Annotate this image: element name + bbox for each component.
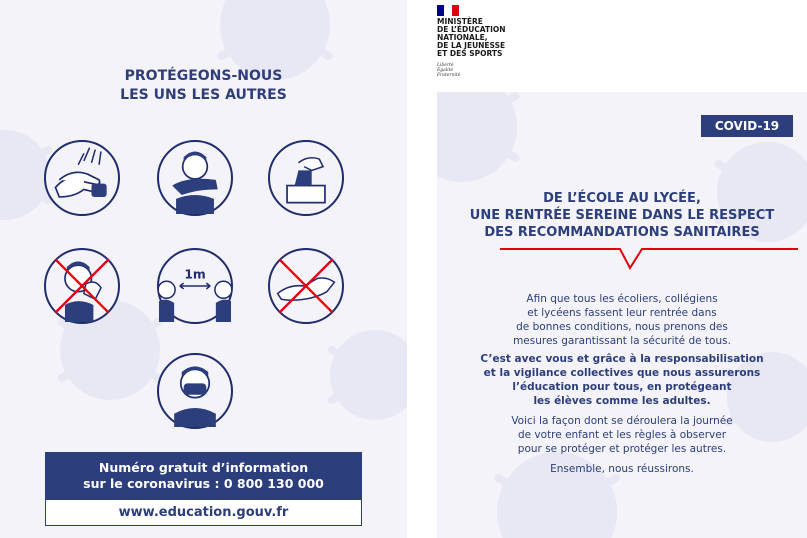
schedule-paragraph [437, 414, 807, 456]
headline-line-2: UNE RENTRÉE SEREINE DANS LE RESPECT [469, 208, 775, 223]
covid-badge: COVID-19 [701, 115, 793, 137]
closing-line: Ensemble, nous réussirons. [550, 463, 694, 475]
distance-label: 1m [184, 267, 206, 282]
paragraph-line: les élèves comme les adultes. [533, 395, 711, 407]
motto-line: Liberté [437, 63, 454, 68]
paragraph-line: et la vigilance collectives que nous assurerons [483, 367, 761, 379]
elbow-sneeze-icon [157, 140, 233, 216]
paragraph-line: mesures garantissant la sécurité de tous. [513, 335, 731, 347]
headline-line-3: DES RECOMMANDATIONS SANITAIRES [484, 225, 760, 240]
virus-decoration [330, 330, 407, 420]
motto-line: Fraternité [437, 73, 461, 78]
republic-motto [437, 63, 460, 78]
info-line-1: Numéro gratuit d’information [98, 459, 309, 475]
info-hotline-box [45, 452, 362, 499]
logo-line: MINISTÈRE [437, 17, 483, 26]
one-meter-distance-icon [157, 248, 233, 324]
logo-line: ET DES SPORTS [437, 49, 503, 58]
paragraph-line: de votre enfant et les règles à observer [517, 429, 727, 441]
logo-line: DE L’ÉDUCATION [437, 25, 506, 34]
republic-flag-icon [437, 5, 459, 16]
face-mask-icon [157, 353, 233, 429]
logo-line: NATIONALE, [437, 33, 488, 42]
logo-line: DE LA JEUNESSE [437, 41, 506, 50]
website-link[interactable]: www.education.gouv.fr [45, 499, 362, 526]
paragraph-line: C’est avec vous et grâce à la responsabilisation [480, 353, 764, 365]
headline-line-1: DE L’ÉCOLE AU LYCÉE, [543, 191, 701, 206]
paragraph-line: l’éducation pour tous, en protégeant [512, 381, 732, 393]
paragraph-line: de bonnes conditions, nous prenons des [516, 321, 728, 333]
poster-title-line-2: LES UNS LES AUTRES [120, 87, 287, 103]
no-face-touch-icon [44, 248, 120, 324]
virus-decoration [437, 92, 517, 182]
poster-title-line-1: PROTÉGEONS-NOUS [124, 68, 283, 84]
intro-paragraph [437, 292, 807, 348]
no-handshake-icon [268, 248, 344, 324]
paragraph-line: Afin que tous les écoliers, collégiens [526, 293, 718, 305]
tissue-box-icon [268, 140, 344, 216]
info-line-2: sur le coronavirus : 0 800 130 000 [83, 475, 324, 491]
responsibility-paragraph [437, 352, 807, 408]
paragraph-line: Voici la façon dont se déroulera la journée [511, 415, 733, 427]
paragraph-line: pour se protéger et protéger les autres. [517, 443, 727, 455]
speech-bubble-divider [500, 246, 798, 276]
paragraph-line: et lycéens fassent leur rentrée dans [527, 307, 717, 319]
right-panel [407, 0, 807, 538]
virus-decoration [0, 130, 50, 220]
motto-line: Égalité [437, 68, 454, 73]
hand-washing-icon [44, 140, 120, 216]
ministry-logo [437, 18, 506, 58]
